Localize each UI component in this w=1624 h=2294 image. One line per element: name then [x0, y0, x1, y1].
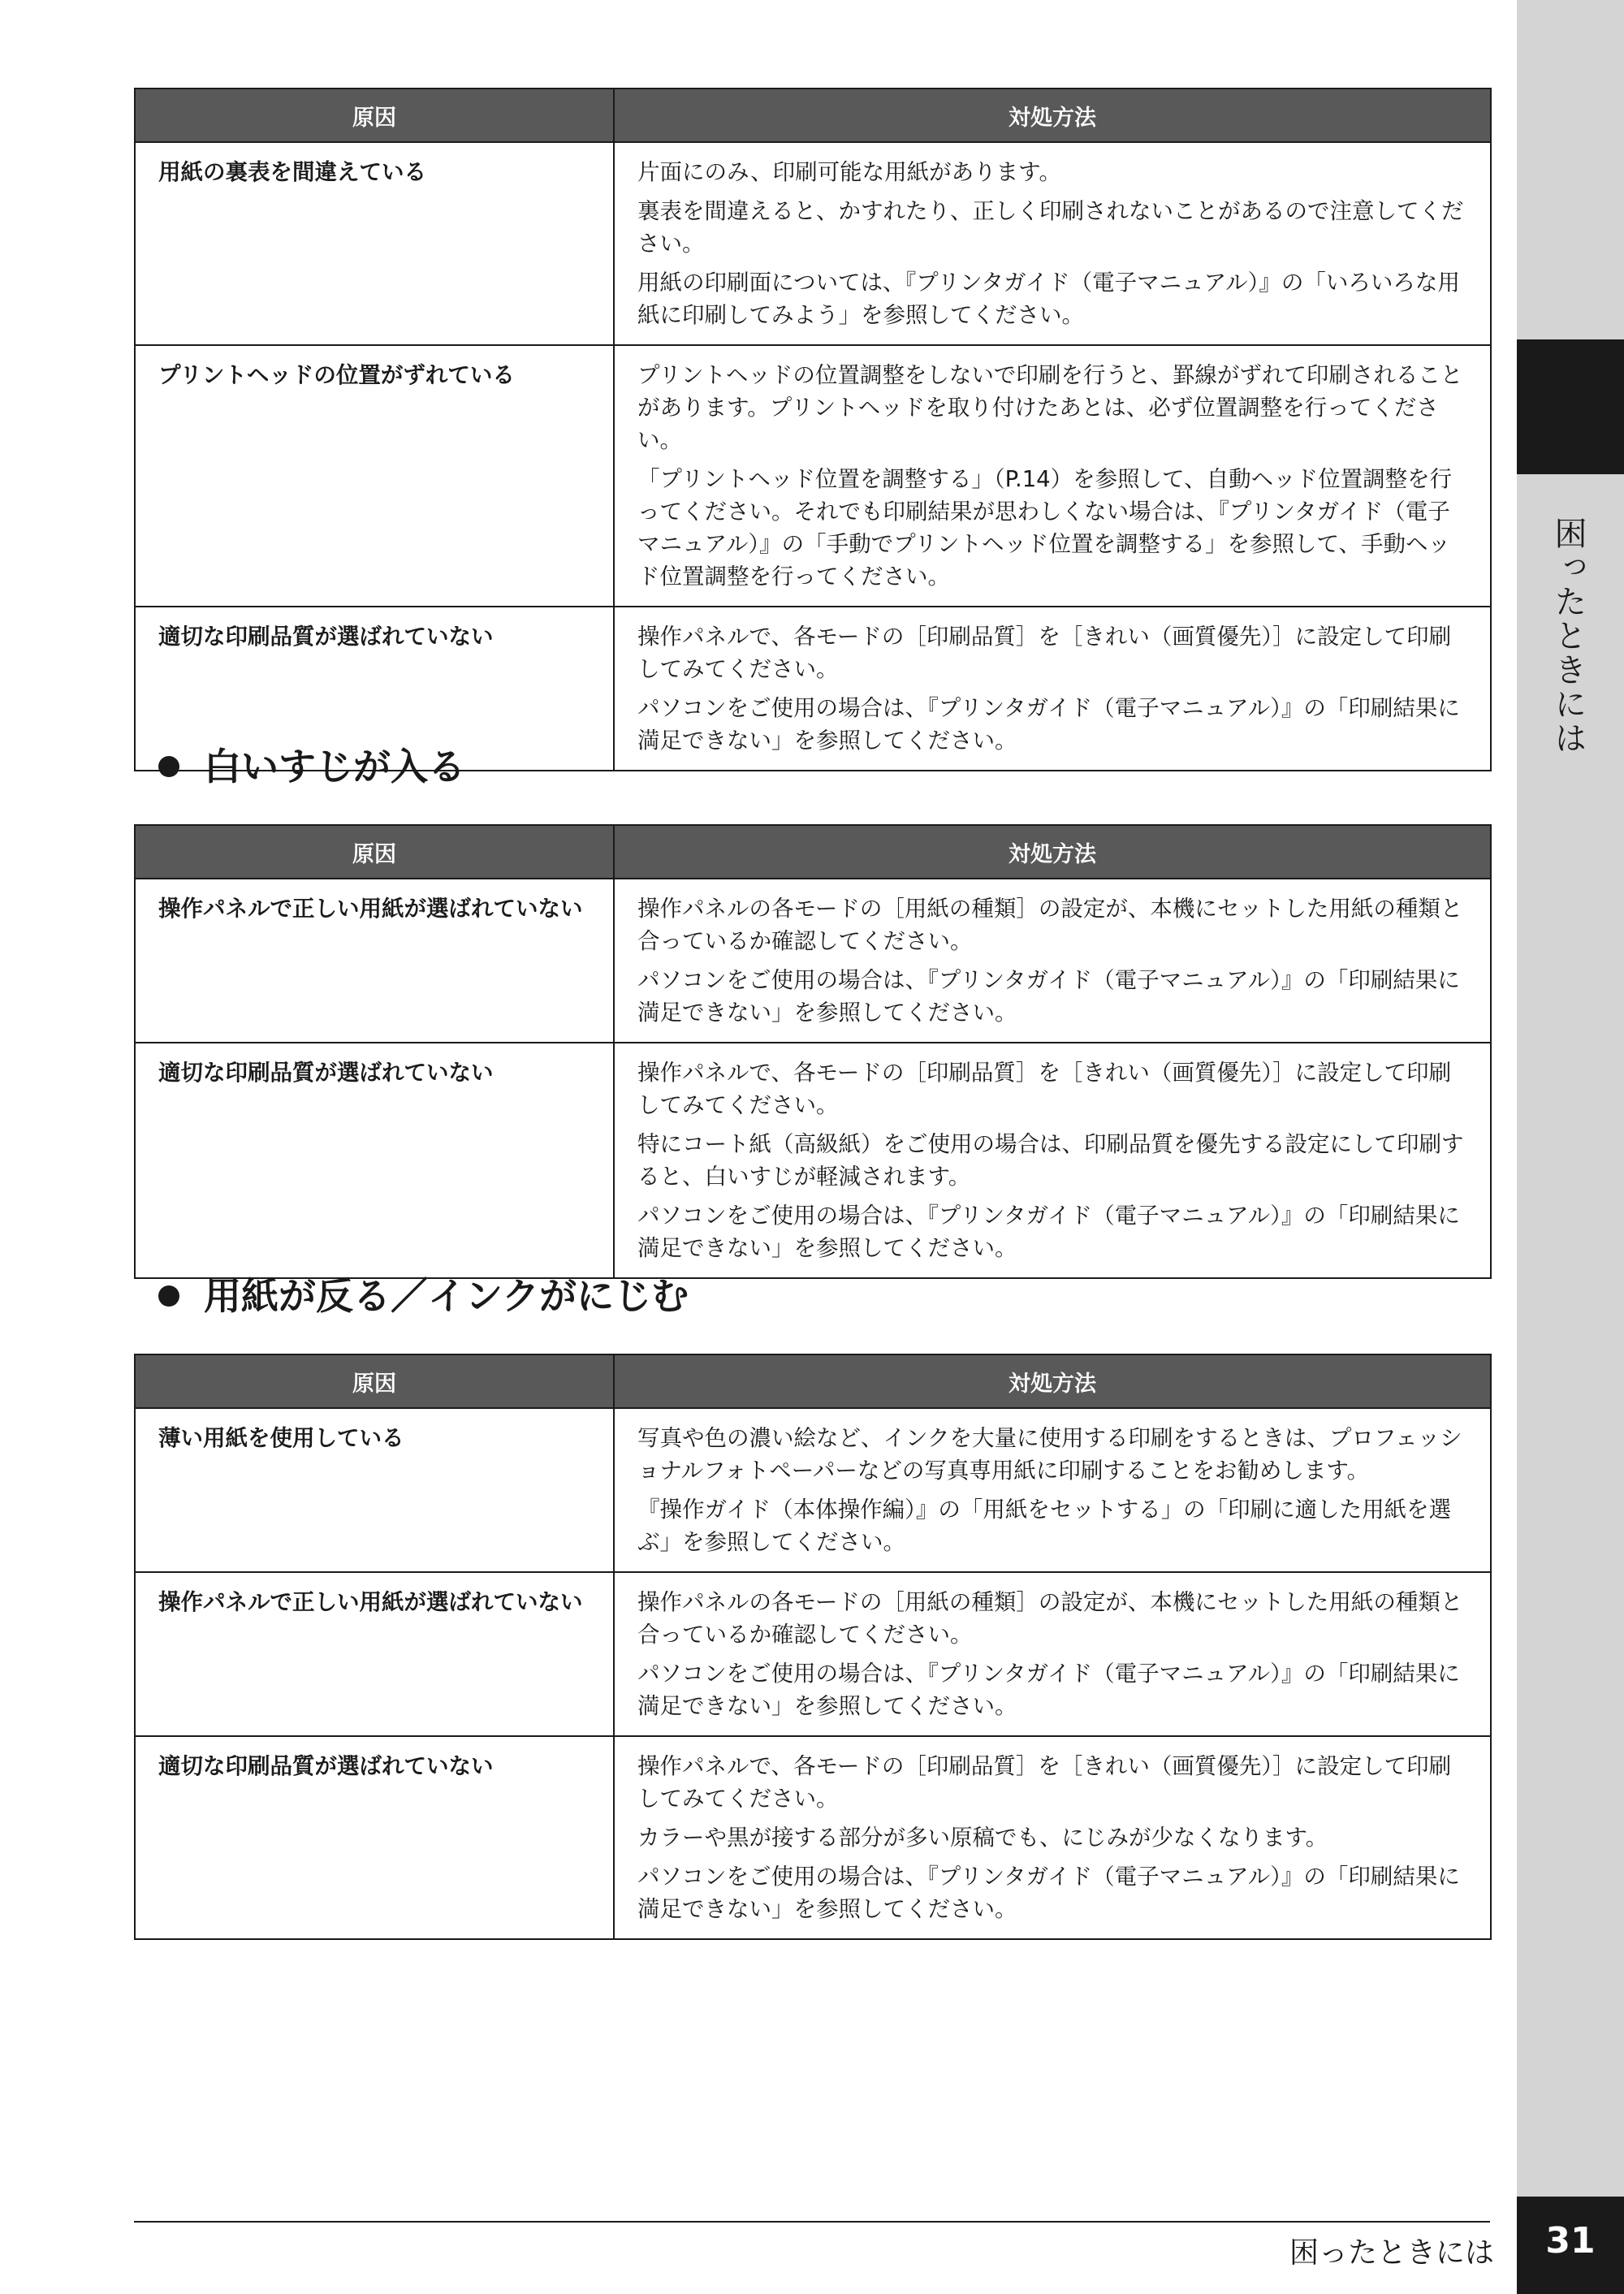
- solution-paragraph: 裏表を間違えると、かすれたり、正しく印刷されないことがあるので注意してください。: [637, 198, 1464, 257]
- section-heading-text: 白いすじが入る: [204, 745, 465, 788]
- header-cause: 原因: [135, 825, 614, 879]
- solution-paragraph: 操作パネルの各モードの［用紙の種類］の設定が、本機にセットした用紙の種類と合っているか確認してください。: [637, 896, 1463, 954]
- table-row: [135, 1736, 1491, 1939]
- cause-cell: プリントヘッドの位置がずれている: [135, 345, 614, 607]
- table-row: [135, 1408, 1491, 1572]
- solution-paragraph: 特にコート紙（高級紙）をご使用の場合は、印刷品質を優先する設定にして印刷すると、白いすじが軽減されます。: [637, 1131, 1464, 1190]
- table-row: [135, 1043, 1491, 1278]
- solution-paragraph: パソコンをご使用の場合は、『プリンタガイド（電子マニュアル）』の「印刷結果に満足できない」を参照してください。: [637, 1864, 1460, 1922]
- solution-paragraph: 操作パネルで、各モードの［印刷品質］を［きれい（画質優先）］に設定して印刷してみてください。: [637, 1753, 1452, 1812]
- bullet-icon: [158, 756, 179, 777]
- solution-paragraph: パソコンをご使用の場合は、『プリンタガイド（電子マニュアル）』の「印刷結果に満足できない」を参照してください。: [637, 1661, 1460, 1719]
- table-row: [135, 345, 1491, 607]
- solution-paragraph: 操作パネルで、各モードの［印刷品質］を［きれい（画質優先）］に設定して印刷してみてください。: [637, 624, 1452, 682]
- cause-cell: 適切な印刷品質が選ばれていない: [135, 1043, 614, 1278]
- solution-cell: [614, 607, 1491, 771]
- header-solution: 対処方法: [614, 1354, 1491, 1408]
- solution-paragraph: 「プリントヘッド位置を調整する」（P.14）を参照して、自動ヘッド位置調整を行ってください。それでも印刷結果が思わしくない場合は、『プリンタガイド（電子マニュアル）』の「手動でプリントヘッド位置を調整する」を参照して、手動ヘッド位置調整を行ってください。: [637, 466, 1453, 590]
- solution-paragraph: 片面にのみ、印刷可能な用紙があります。: [637, 159, 1061, 185]
- solution-paragraph: パソコンをご使用の場合は、『プリンタガイド（電子マニュアル）』の「印刷結果に満足できない」を参照してください。: [637, 695, 1460, 754]
- header-cause: 原因: [135, 89, 614, 142]
- solution-paragraph: プリントヘッドの位置調整をしないで印刷を行うと、罫線がずれて印刷されることがあります。プリントヘッドを取り付けたあとは、必ず位置調整を行ってください。: [637, 362, 1463, 453]
- header-solution: 対処方法: [614, 825, 1491, 879]
- side-index-tab-marker: [1517, 339, 1624, 474]
- table-row: [135, 1572, 1491, 1736]
- solution-cell: [614, 142, 1491, 345]
- solution-paragraph: パソコンをご使用の場合は、『プリンタガイド（電子マニュアル）』の「印刷結果に満足できない」を参照してください。: [637, 1203, 1460, 1261]
- solution-paragraph: 操作パネルで、各モードの［印刷品質］を［きれい（画質優先）］に設定して印刷してみてください。: [637, 1060, 1452, 1118]
- solution-cell: [614, 345, 1491, 607]
- solution-cell: [614, 879, 1491, 1043]
- table-row: [135, 142, 1491, 345]
- section-heading-white-streaks: [158, 741, 465, 793]
- footer-rule: [134, 2221, 1490, 2223]
- footer-chapter-label: 困ったときには: [1289, 2236, 1494, 2270]
- solution-paragraph: パソコンをご使用の場合は、『プリンタガイド（電子マニュアル）』の「印刷結果に満足できない」を参照してください。: [637, 967, 1460, 1026]
- solution-cell: [614, 1736, 1491, 1939]
- solution-paragraph: カラーや黒が接する部分が多い原稿でも、にじみが少なくなります。: [637, 1825, 1328, 1851]
- trouble-table-3: [134, 1354, 1492, 1940]
- trouble-table-1: [134, 88, 1492, 771]
- header-solution: 対処方法: [614, 89, 1491, 142]
- cause-cell: 用紙の裏表を間違えている: [135, 142, 614, 345]
- table-row: [135, 879, 1491, 1043]
- section-heading-curl-smudge: [158, 1270, 689, 1322]
- solution-paragraph: 写真や色の濃い絵など、インクを大量に使用する印刷をするときは、プロフェッショナルフォトペーパーなどの写真専用紙に印刷することをお勧めします。: [637, 1425, 1462, 1484]
- solution-cell: [614, 1408, 1491, 1572]
- page-number: 31: [1545, 2220, 1596, 2262]
- cause-cell: 適切な印刷品質が選ばれていない: [135, 607, 614, 771]
- solution-paragraph: 操作パネルの各モードの［用紙の種類］の設定が、本機にセットした用紙の種類と合っているか確認してください。: [637, 1589, 1463, 1648]
- side-index-label: 困ったときには: [1549, 516, 1587, 755]
- cause-cell: 操作パネルで正しい用紙が選ばれていない: [135, 879, 614, 1043]
- cause-cell: 適切な印刷品質が選ばれていない: [135, 1736, 614, 1939]
- solution-cell: [614, 1572, 1491, 1736]
- solution-paragraph: 『操作ガイド（本体操作編）』の「用紙をセットする」の「印刷に適した用紙を選ぶ」を参照してください。: [637, 1497, 1452, 1555]
- header-cause: 原因: [135, 1354, 614, 1408]
- section-heading-text: 用紙が反る／インクがにじむ: [204, 1274, 689, 1318]
- cause-cell: 操作パネルで正しい用紙が選ばれていない: [135, 1572, 614, 1736]
- solution-cell: [614, 1043, 1491, 1278]
- cause-cell: 薄い用紙を使用している: [135, 1408, 614, 1572]
- trouble-table-2: [134, 824, 1492, 1279]
- bullet-icon: [158, 1285, 179, 1307]
- solution-paragraph: 用紙の印刷面については、『プリンタガイド（電子マニュアル）』の「いろいろな用紙に印刷してみよう」を参照してください。: [637, 270, 1460, 328]
